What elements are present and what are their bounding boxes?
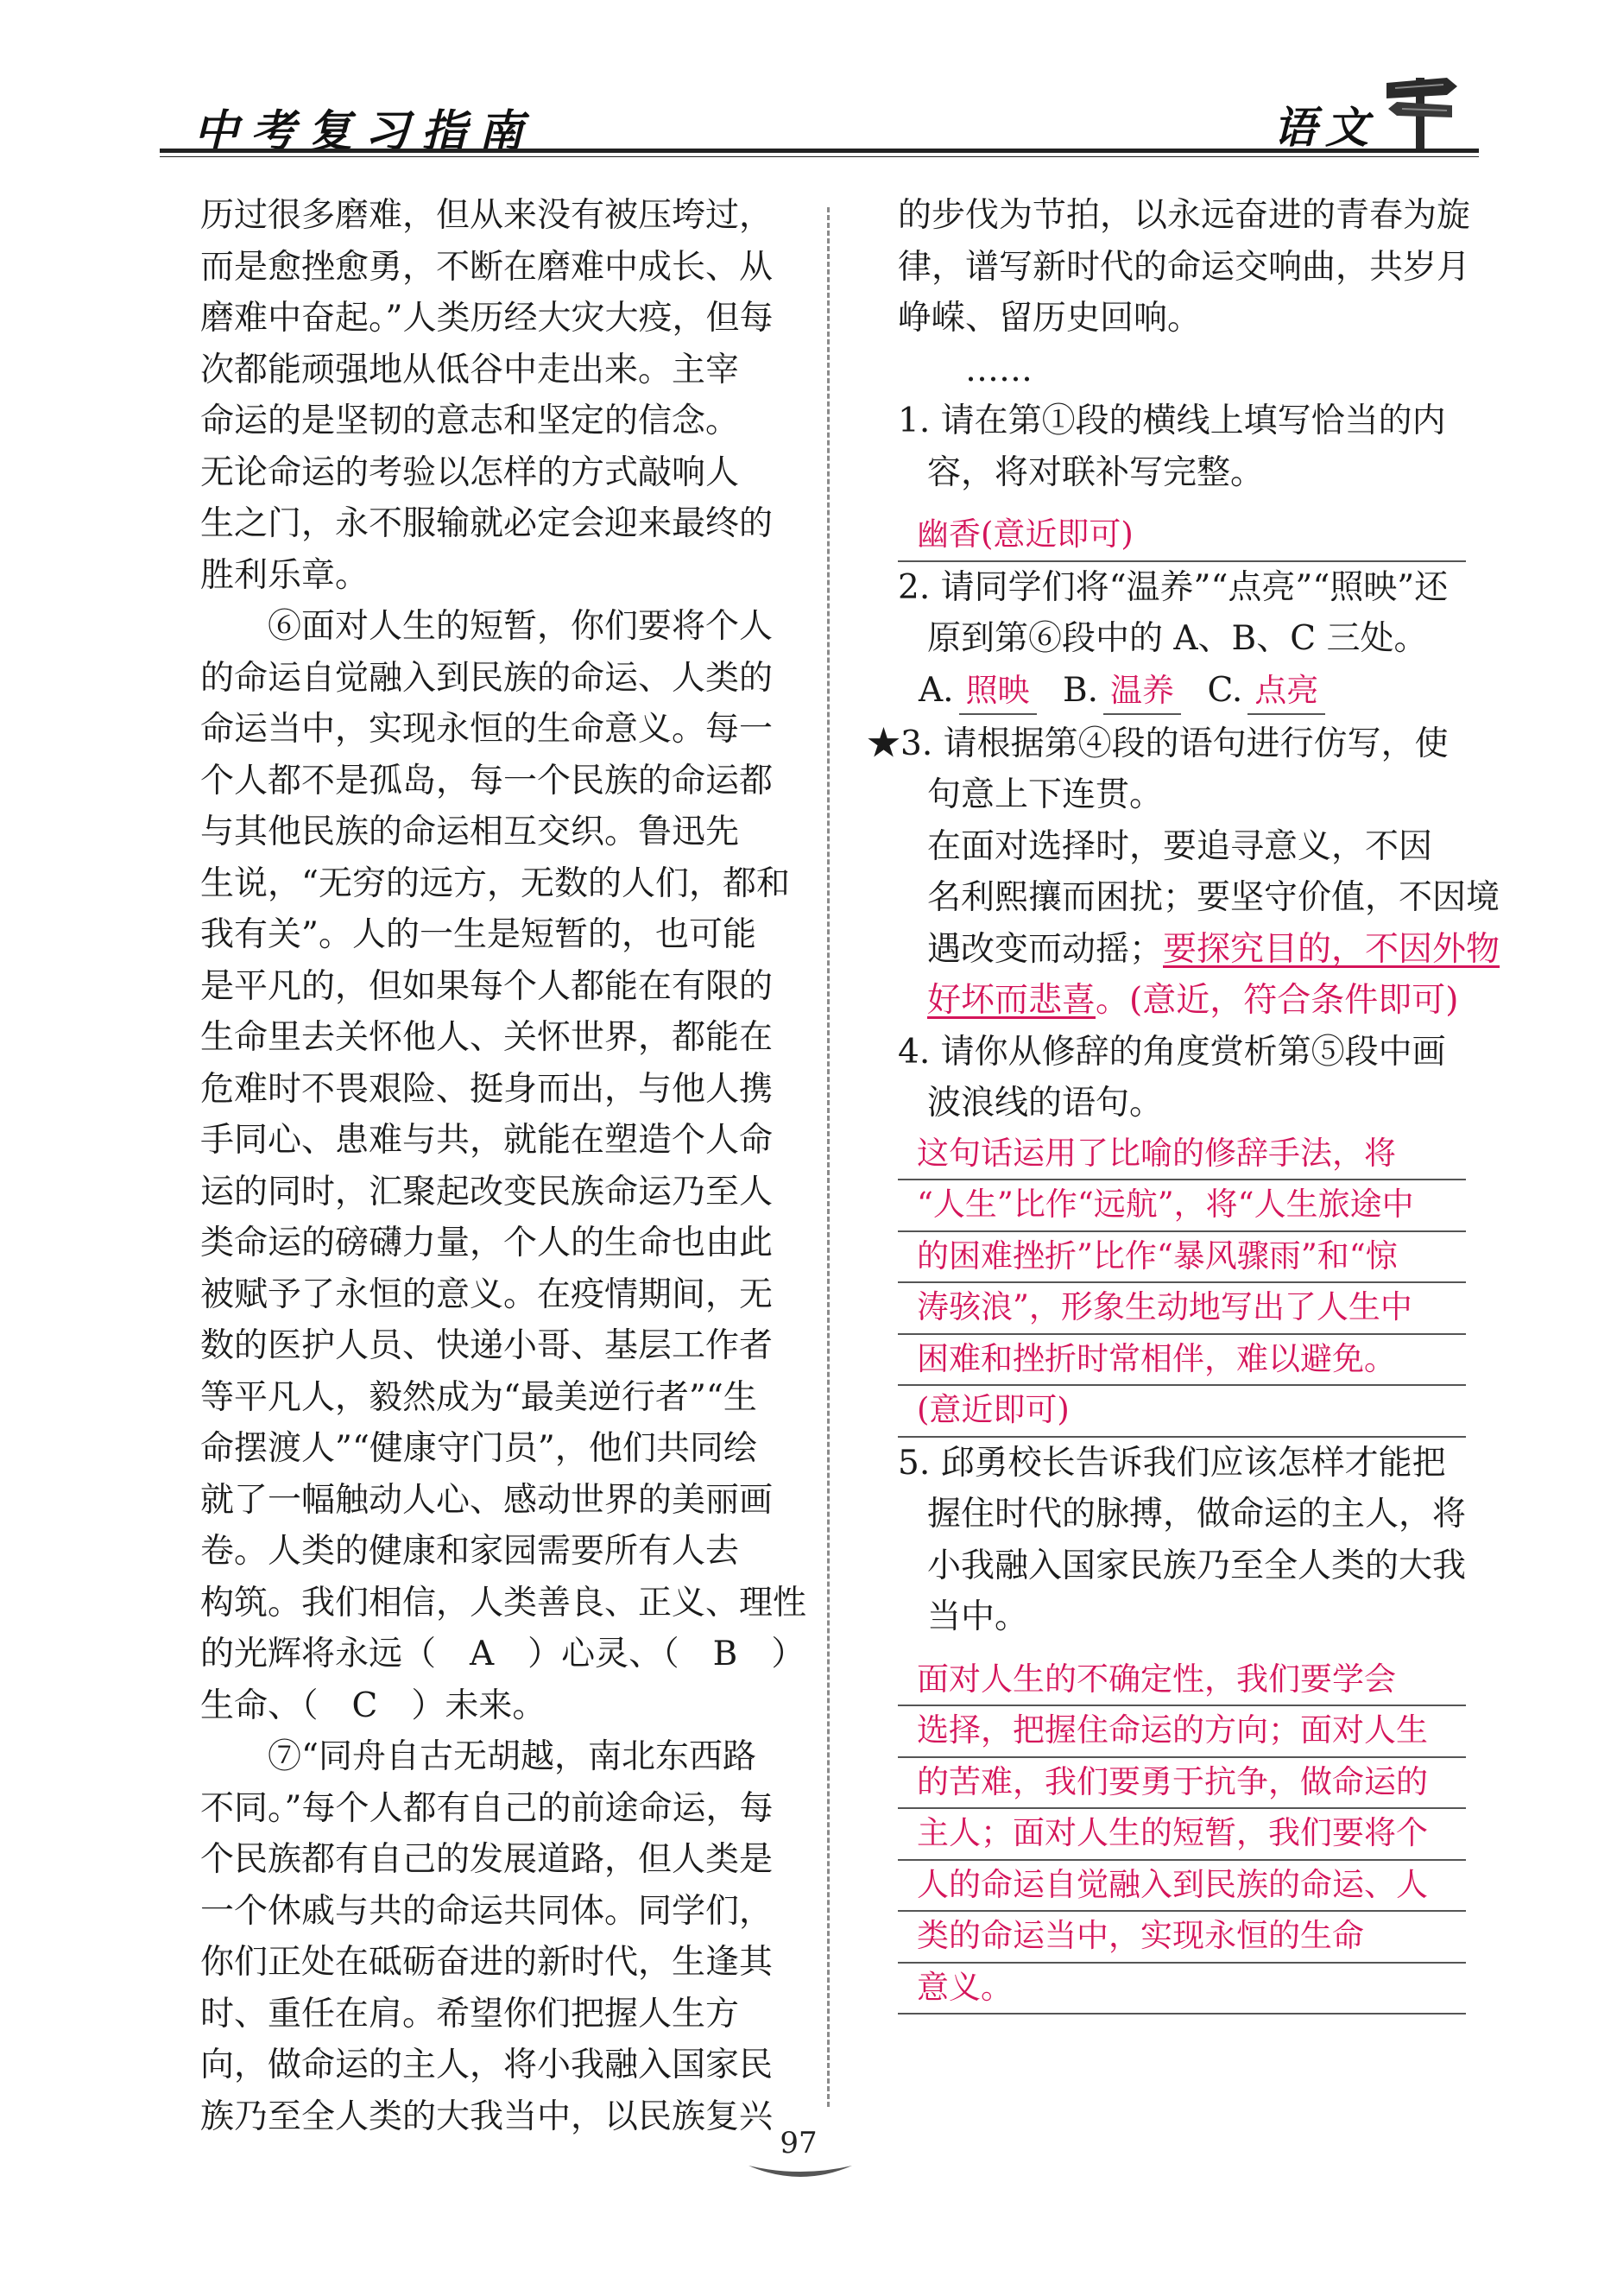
text-line: 是平凡的，但如果每个人都能在有限的 — [200, 966, 774, 1006]
text-line: 命运当中，实现永恒的生命意义。每一 — [200, 710, 774, 749]
question-3-text: 3. 请根据第④段的语句进行仿写，使 — [900, 724, 1449, 763]
question-3-cont: 句意上下连贯。 — [927, 775, 1164, 814]
text-line: 的命运自觉融入到民族的命运、人类的 — [200, 658, 774, 698]
question-2: 2. 请同学们将“温养”“点亮”“照映”还 — [898, 567, 1449, 607]
label-c: C. — [1207, 670, 1243, 710]
answer-line: 主人；面对人生的短暂，我们要将个 — [898, 1809, 1466, 1861]
text-line: 运的同时，汇聚起改变民族命运乃至人 — [200, 1172, 774, 1211]
text-line: 的步伐为节拍，以永远奋进的青春为旋 — [898, 196, 1471, 235]
star-icon: ★ — [867, 724, 901, 763]
text-line: 磨难中奋起。”人类历经大灾大疫，但每 — [200, 299, 774, 338]
text-line: 而是愈挫愈勇，不断在磨难中成长、从 — [200, 247, 774, 287]
text-line: 数的医护人员、快递小哥、基层工作者 — [200, 1326, 774, 1365]
left-column — [200, 190, 807, 2142]
answer-4 — [898, 1129, 1485, 1438]
question-3-text-4 — [898, 975, 1485, 1027]
answer-line: 人的命运自觉融入到民族的命运、人 — [898, 1861, 1466, 1913]
answer-line: 的苦难，我们要勇于抗争，做命运的 — [898, 1758, 1466, 1810]
answer-line: 的困难挫折”比作“暴风骤雨”和“惊 — [898, 1232, 1466, 1284]
text-line: 时、重任在肩。希望你们把握人生方 — [200, 1994, 740, 2034]
text-line: 卷。人类的健康和家园需要所有人去 — [200, 1532, 740, 1571]
answer-line: 选择，把握住命运的方向；面对人生 — [898, 1706, 1466, 1758]
question-3 — [867, 718, 1485, 770]
answer-line: 涛骇浪”，形象生动地写出了人生中 — [898, 1283, 1466, 1335]
answer-1: 幽香(意近即可) — [898, 510, 1466, 562]
answer-b: 温养 — [1103, 668, 1181, 715]
subject-label: 语文 — [1273, 103, 1377, 153]
text-line: 族乃至全人类的大我当中，以民族复兴 — [200, 2097, 774, 2136]
ellipsis: …… — [965, 350, 1033, 389]
text-line: 命摆渡人”“健康守门员”，他们共同绘 — [200, 1429, 757, 1468]
text-line: ⑥面对人生的短暂，你们要将个人 — [268, 607, 774, 646]
header-rule-thin — [160, 156, 1479, 157]
right-column — [867, 190, 1500, 2015]
text-line: 等平凡人，毅然成为“最美逆行者”“生 — [200, 1377, 757, 1417]
answer-3-part1: 要探究目的，不因外物 — [1163, 929, 1500, 969]
text-line: 历过很多磨难，但从来没有被压垮过， — [200, 196, 774, 235]
text-line: 被赋予了永恒的意义。在疫情期间，无 — [200, 1275, 774, 1314]
book-title: 中考复习指南 — [193, 106, 536, 158]
question-4: 4. 请你从修辞的角度赏析第⑤段中画 — [898, 1032, 1446, 1072]
answer-a: 照映 — [959, 668, 1037, 715]
text-line: 类命运的磅礴力量，个人的生命也由此 — [200, 1224, 774, 1262]
question-line: 小我融入国家民族乃至全人类的大我 — [927, 1546, 1467, 1585]
answer-2 — [898, 665, 1485, 718]
text-line: 生之门，永不服输就必定会迎来最终的 — [200, 504, 774, 543]
answer-c: 点亮 — [1247, 668, 1325, 715]
answer-line: “人生”比作“远航”，将“人生旅途中 — [898, 1180, 1466, 1232]
label-b: B. — [1062, 670, 1099, 710]
page-number: 97 — [780, 2126, 818, 2160]
question-5 — [898, 1438, 1485, 1643]
answer-3-part2: 好坏而悲喜 — [927, 981, 1096, 1020]
answer-line: 类的命运当中，实现永恒的生命 — [898, 1912, 1466, 1964]
question-3-text-2: 名利熙攘而困扰；要坚守价值，不因境 — [927, 878, 1500, 917]
question-2-cont: 原到第⑥段中的 A、B、C 三处。 — [927, 619, 1428, 658]
text-line: 胜利乐章。 — [200, 555, 369, 595]
text-line: 你们正处在砥砺奋进的新时代，生逢其 — [200, 1943, 774, 1982]
question-3-text-3 — [898, 924, 1500, 976]
answer-line: 意义。 — [898, 1964, 1466, 2015]
text-line: 的光辉将永远（ A ）心灵、（ B ） — [200, 1635, 805, 1673]
question-line: 当中。 — [927, 1597, 1029, 1636]
page-number-ornament — [744, 2159, 856, 2185]
text-line: 无论命运的考验以怎样的方式敲响人 — [200, 452, 740, 492]
question-4-cont: 波浪线的语句。 — [927, 1084, 1164, 1123]
text-line: 与其他民族的命运相互交织。鲁迅先 — [200, 813, 740, 851]
text-line: 生命、（ C ）未来。 — [200, 1686, 546, 1725]
signpost-icon — [1378, 71, 1464, 149]
text-line: 不同。”每个人都有自己的前途命运，每 — [200, 1788, 774, 1828]
answer-line: 面对人生的不确定性，我们要学会 — [898, 1655, 1466, 1707]
text-line: 向，做命运的主人，将小我融入国家民 — [200, 2046, 774, 2084]
text-line: 构筑。我们相信，人类善良、正义、理性 — [200, 1583, 807, 1622]
text-line: 生说，“无穷的远方，无数的人们，都和 — [200, 863, 790, 903]
answer-line: 困难和挫折时常相伴，难以避免。 — [898, 1335, 1466, 1387]
label-a: A. — [919, 670, 954, 710]
header-rule — [160, 149, 1479, 153]
plain-text: 遇改变而动摇； — [927, 929, 1164, 969]
answer-5 — [898, 1655, 1485, 2015]
text-line: 生命里去关怀他人、关怀世界，都能在 — [200, 1018, 774, 1057]
question-line: 5. 邱勇校长告诉我们应该怎样才能把 — [898, 1443, 1446, 1483]
answer-3-note: 。(意近，符合条件即可) — [1096, 981, 1459, 1020]
text-line: 峥嵘、留历史回响。 — [898, 299, 1202, 338]
text-line: 次都能顽强地从低谷中走出来。主宰 — [200, 350, 740, 389]
text-line: 命运的是坚韧的意志和坚定的信念。 — [200, 402, 740, 440]
question-line: 握住时代的脉搏，做命运的主人，将 — [927, 1495, 1467, 1534]
text-line: 就了一幅触动人心、感动世界的美丽画 — [200, 1480, 774, 1520]
question-3-text-1: 在面对选择时，要追寻意义，不因 — [927, 826, 1433, 866]
column-divider — [827, 207, 830, 2107]
text-line: ⑦“同舟自古无胡越，南北东西路 — [268, 1737, 756, 1776]
text-line: 一个休戚与共的命运共同体。同学们， — [200, 1891, 774, 1931]
text-line: 手同心、患难与共，就能在塑造个人命 — [200, 1121, 774, 1160]
text-line: 我有关”。人的一生是短暂的，也可能 — [200, 915, 756, 954]
answer-line: 这句话运用了比喻的修辞手法，将 — [898, 1129, 1466, 1181]
text-line: 危难时不畏艰险、挺身而出，与他人携 — [200, 1069, 774, 1109]
answer-line: (意近即可) — [898, 1386, 1466, 1438]
question-1: 1. 请在第①段的横线上填写恰当的内 — [898, 402, 1446, 440]
text-line: 个人都不是孤岛，每一个民族的命运都 — [200, 761, 774, 800]
text-line: 律，谱写新时代的命运交响曲，共岁月 — [898, 247, 1471, 287]
question-1-cont: 容，将对联补写完整。 — [927, 452, 1265, 492]
text-line: 个民族都有自己的发展道路，但人类是 — [200, 1840, 774, 1879]
